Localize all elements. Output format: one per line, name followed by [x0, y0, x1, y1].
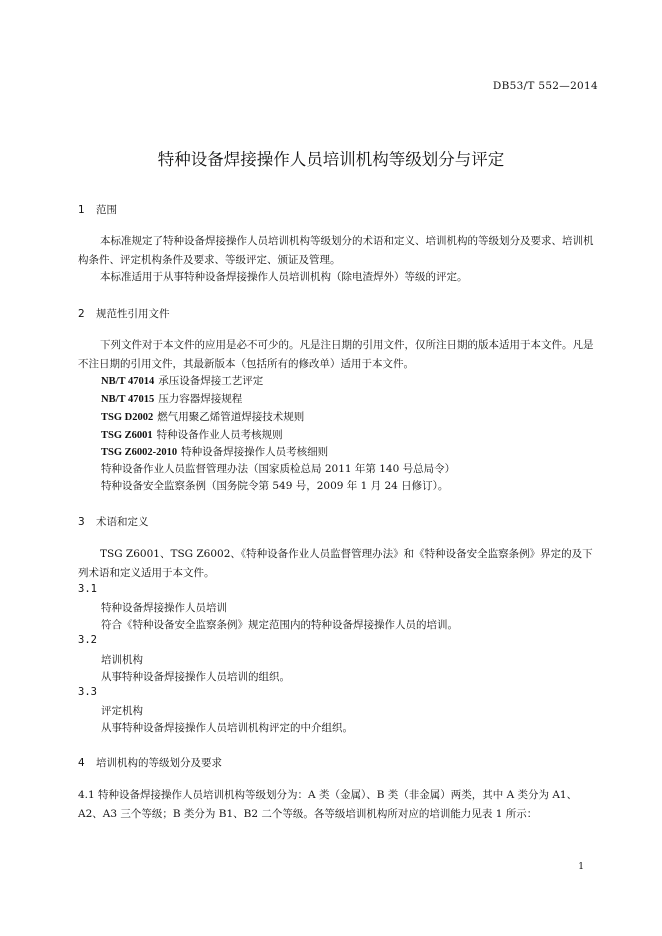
- section-2-heading: [78, 306, 170, 321]
- term-name: 培训机构: [101, 654, 143, 666]
- term-name: 特种设备焊接操作人员培训: [101, 602, 227, 614]
- reference-item: TSG D2002 燃气用聚乙烯管道焊接技术规则: [101, 411, 305, 423]
- section-number: 1: [78, 204, 85, 216]
- term-number: 3.1: [78, 583, 97, 595]
- reference-item: TSG Z6002-2010 特种设备焊接操作人员考核细则: [101, 446, 329, 458]
- section-2-paragraph-1: 下列文件对于本文件的应用是必不可少的。凡是注日期的引用文件，仅所注日期的版本适用于本文件。凡是不注日期的引用文件，其最新版本（包括所有的修改单）适用于本文件。: [78, 339, 594, 370]
- reference-item: 特种设备作业人员监督管理办法（国家质检总局 2011 年第 140 号总局令）: [101, 463, 456, 475]
- reference-item: 特种设备安全监察条例（国务院令第 549 号，2009 年 1 月 24 日修订）。: [101, 480, 449, 492]
- section-1-paragraph-1: 本标准规定了特种设备焊接操作人员培训机构等级划分的术语和定义、培训机构的等级划分及要求、培训机构条件、评定机构条件及要求、等级评定、颁证及管理。: [78, 235, 594, 266]
- section-4-heading: [78, 755, 222, 770]
- section-title: 培训机构的等级划分及要求: [96, 757, 222, 769]
- term-number: 3.3: [78, 686, 97, 698]
- term-name: 评定机构: [101, 705, 143, 717]
- reference-item: TSG Z6001 特种设备作业人员考核规则: [101, 429, 283, 441]
- term-definition: 符合《特种设备安全监察条例》规定范围内的特种设备焊接操作人员的培训。: [101, 619, 458, 631]
- reference-item: NB/T 47014 承压设备焊接工艺评定: [101, 375, 264, 387]
- section-title: 规范性引用文件: [96, 308, 170, 320]
- section-title: 范围: [96, 204, 117, 216]
- section-number: 2: [78, 308, 85, 320]
- section-1-paragraph-2: 本标准适用于从事特种设备焊接操作人员培训机构（除电渣焊外）等级的评定。: [100, 271, 468, 283]
- term-number: 3.2: [78, 634, 97, 646]
- section-number: 4: [78, 757, 85, 769]
- reference-item: NB/T 47015 压力容器焊接规程: [101, 393, 243, 405]
- section-number: 3: [78, 516, 85, 528]
- section-3-heading: [78, 514, 149, 529]
- term-definition: 从事特种设备焊接操作人员培训机构评定的中介组织。: [101, 722, 353, 734]
- page-number: 1: [578, 862, 584, 872]
- section-3-paragraph-1: TSG Z6001、TSG Z6002、《特种设备作业人员监督管理办法》和《特种设备安全监察条例》界定的及下列术语和定义适用于本文件。: [78, 548, 593, 579]
- standard-code: DB53/T 552—2014: [492, 80, 598, 92]
- section-1-heading: [78, 202, 117, 217]
- term-definition: 从事特种设备焊接操作人员培训的组织。: [101, 671, 290, 683]
- document-title: 特种设备焊接操作人员培训机构等级划分与评定: [157, 150, 505, 169]
- section-title: 术语和定义: [96, 516, 149, 528]
- section-4-paragraph-1: 4.1 特种设备焊接操作人员培训机构等级划分为：A 类（金属）、B 类（非金属）两类，其中 A 类分为 A1、A2、A3 三个等级；B 类分为 B1、B2 二个等级。各等级培训机构所对应的培训能力见表 1 所示：: [78, 789, 578, 820]
